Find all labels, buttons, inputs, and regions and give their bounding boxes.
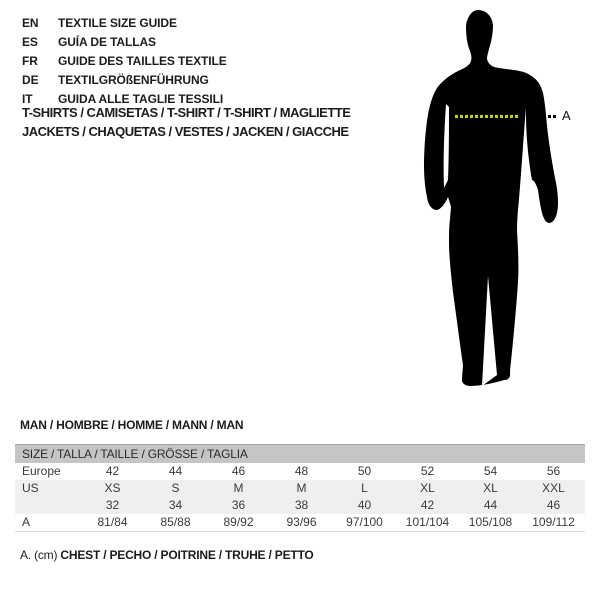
- cell: 93/96: [286, 515, 317, 529]
- row-label: [15, 497, 81, 514]
- language-row: [22, 14, 227, 33]
- size-table: [15, 444, 585, 532]
- cell: 101/104: [405, 515, 450, 529]
- cell: XS: [104, 481, 121, 495]
- measurement-footnote: [20, 548, 314, 562]
- cell: 81/84: [97, 515, 128, 529]
- cell: 38: [294, 498, 309, 512]
- language-label: TEXTILE SIZE GUIDE: [58, 16, 177, 30]
- cell: 34: [168, 498, 183, 512]
- cell: XL: [483, 481, 498, 495]
- cell: 89/92: [223, 515, 254, 529]
- cell: 36: [231, 498, 246, 512]
- table-row-chest: [15, 514, 585, 531]
- cell: 32: [105, 498, 120, 512]
- row-label: US: [22, 481, 39, 495]
- cell: 85/88: [160, 515, 191, 529]
- cell: 52: [420, 464, 435, 478]
- language-row: [22, 52, 227, 71]
- language-label: GUIDA ALLE TAGLIE TESSILI: [58, 92, 224, 106]
- language-list: [22, 14, 227, 109]
- row-label: Europe: [22, 464, 61, 478]
- language-code: IT: [22, 92, 33, 106]
- cell: 42: [105, 464, 120, 478]
- row-label: A: [22, 515, 31, 529]
- table-row-europe: [15, 463, 585, 480]
- man-silhouette-icon: [418, 4, 568, 394]
- language-code: ES: [22, 35, 38, 49]
- cell: 109/112: [532, 515, 575, 529]
- cell: 44: [483, 498, 498, 512]
- language-label: GUÍA DE TALLAS: [58, 35, 156, 49]
- table-row-numeric: [15, 497, 585, 514]
- measure-label-a: A: [562, 108, 571, 123]
- cell: 40: [357, 498, 372, 512]
- footnote-prefix: A. (cm): [20, 548, 58, 562]
- language-code: FR: [22, 54, 38, 68]
- chest-measurement-dashes-outer: [543, 115, 558, 118]
- cell: 50: [357, 464, 372, 478]
- footnote-text: CHEST / PECHO / POITRINE / TRUHE / PETTO: [60, 548, 314, 562]
- cell: 54: [483, 464, 498, 478]
- category-lines: [22, 103, 350, 141]
- language-label: GUIDE DES TAILLES TEXTILE: [58, 54, 227, 68]
- cell: 48: [294, 464, 309, 478]
- chest-measurement-dashes-inner: [455, 115, 518, 118]
- language-code: DE: [22, 73, 39, 87]
- language-code: EN: [22, 16, 39, 30]
- cell: M: [296, 481, 307, 495]
- language-row: [22, 33, 227, 52]
- cell: 105/108: [468, 515, 513, 529]
- cell: S: [171, 481, 180, 495]
- cell: L: [361, 481, 368, 495]
- cell: 42: [420, 498, 435, 512]
- cell: 46: [546, 498, 561, 512]
- section-title: MAN / HOMBRE / HOMME / MANN / MAN: [20, 418, 244, 432]
- cell: 56: [546, 464, 561, 478]
- cell: 97/100: [346, 515, 383, 529]
- size-table-header: SIZE / TALLA / TAILLE / GRÖSSE / TAGLIA: [15, 444, 585, 463]
- cell: XL: [420, 481, 435, 495]
- cell: 44: [168, 464, 183, 478]
- language-row: [22, 71, 227, 90]
- language-label: TEXTILGRÖßENFÜHRUNG: [58, 73, 209, 87]
- cell: XXL: [542, 481, 565, 495]
- cell: M: [233, 481, 244, 495]
- category-jackets: JACKETS / CHAQUETAS / VESTES / JACKEN / GIACCHE: [22, 124, 349, 139]
- table-row-us: [15, 480, 585, 497]
- category-tshirts: T-SHIRTS / CAMISETAS / T-SHIRT / T-SHIRT / MAGLIETTE: [22, 105, 351, 120]
- cell: 46: [231, 464, 246, 478]
